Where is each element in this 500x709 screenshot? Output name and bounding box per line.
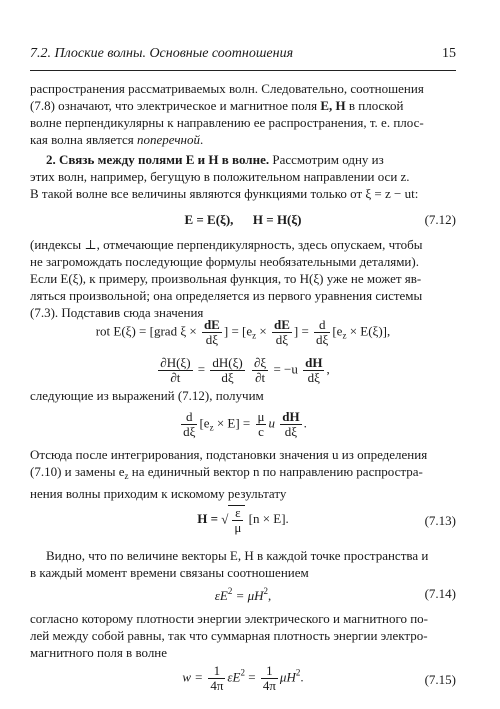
- eqC-f1-num: d: [181, 410, 197, 425]
- p3-line5: (7.3). Подставив сюда значения: [30, 305, 204, 320]
- eqC-part3: u: [268, 415, 275, 431]
- eq713-lhs: H =: [197, 510, 218, 526]
- eqA-f2-den: dξ: [275, 332, 289, 347]
- running-header: [30, 46, 456, 62]
- eqA-part2: ] = [e: [223, 323, 253, 339]
- eq715-f1-den: 4π: [210, 678, 224, 693]
- eqB-tail: ,: [326, 361, 330, 377]
- eqC-frac2: [256, 410, 267, 439]
- eqC-f3-den: dξ: [284, 424, 298, 439]
- eq713-den: μ: [234, 520, 242, 535]
- p6-line1: Видно, что по величине векторы E, H в каждой точке пространства и: [46, 548, 429, 563]
- paragraph-5: [30, 446, 456, 502]
- p3-line4: ляться произвольной; она определяется из первого уравнения системы: [30, 288, 423, 303]
- eqA-f1-den: dξ: [205, 332, 219, 347]
- eq715-rhs: μH: [279, 669, 296, 685]
- eqB-frac1: [158, 356, 192, 385]
- eq714-lhs: εE: [214, 588, 228, 603]
- section-title: 7.2. Плоские волны. Основные соотношения: [30, 46, 294, 61]
- eqA-f3-den: dξ: [316, 332, 329, 347]
- eqC-part1: [e: [199, 415, 210, 431]
- eqC-frac3: [280, 410, 301, 439]
- eq715-frac1: [208, 664, 225, 693]
- eqB-f4-num: dH: [305, 355, 323, 370]
- eq715-sup1: 2: [240, 667, 245, 678]
- p1-line4: [30, 131, 456, 148]
- equation-7-15: [30, 664, 456, 693]
- eqC-part2: × E] =: [213, 415, 251, 431]
- eqC-tail: .: [303, 415, 307, 431]
- eqB-eq2: = −u: [273, 361, 298, 377]
- eqC-f2-den: c: [258, 424, 264, 439]
- p1-line4-a: кая волна является: [30, 132, 134, 147]
- p3-line2: не загромождать последующие формулы необязательными деталями).: [30, 254, 419, 269]
- equation-rot-e: [30, 318, 456, 347]
- eqB-f1-num: ∂H(ξ): [160, 355, 191, 370]
- eq712-rhs: H = H(ξ): [252, 212, 302, 227]
- p5-line2-sub: z: [124, 471, 129, 481]
- eq715-f1-num: 1: [208, 664, 225, 679]
- eqC-f3-num: dH: [282, 409, 300, 424]
- paragraph-3: [30, 236, 456, 321]
- eqA-f3-num: d: [314, 318, 330, 333]
- p5-line2-a: (7.10) и замены e: [30, 464, 125, 479]
- p6-line2: в каждый момент времени связаны соотношением: [30, 565, 309, 580]
- eq713-num: ε: [232, 506, 243, 521]
- eqA-part1: rot E(ξ) = [grad ξ ×: [95, 323, 197, 339]
- p2-heading: 2. Связь между полями E и H в волне.: [46, 152, 270, 167]
- eq714-mid: = μH: [232, 588, 264, 603]
- eqB-f4-den: dξ: [307, 370, 320, 385]
- eqB-frac2: [210, 356, 244, 385]
- sqrt-eps-mu: √ $\frac{\varepsilon}{\mu}$: [221, 505, 245, 535]
- paragraph-6: [30, 547, 456, 581]
- eqB-f1-den: ∂t: [170, 370, 181, 385]
- p1-transverse: поперечной: [136, 132, 201, 147]
- p1-line2-c: в плоской: [348, 98, 404, 113]
- eqA-part3: ×: [256, 323, 267, 339]
- eq712-number: (7.12): [424, 212, 456, 227]
- eqA-frac2: [272, 318, 292, 347]
- eq713-frac: [232, 506, 243, 535]
- eqA-part5: [e: [332, 323, 343, 339]
- eq714-tail: ,: [268, 588, 272, 603]
- eqC-f1-den: dξ: [183, 424, 196, 439]
- p3-line3: Если E(ξ), к примеру, произвольная функция, то H(ξ) уже не может яв-: [30, 271, 422, 286]
- p1-fields-eh: E, H: [320, 98, 346, 113]
- p2-line3: В такой волне все величины являются функциями только от ξ = z − ut:: [30, 186, 419, 201]
- eqB-frac4: [303, 356, 324, 385]
- p5-line1: Отсюда после интегрирования, подстановки значения u из определения: [30, 447, 428, 462]
- eqB-eq1: =: [197, 361, 206, 377]
- p1-line2: [30, 97, 456, 114]
- eq714-sup2: 2: [263, 586, 268, 596]
- eq715-sup2: 2: [295, 667, 301, 678]
- eq715-number: (7.15): [424, 672, 456, 687]
- eqC-f2-num: μ: [257, 409, 265, 424]
- eq715-f2-num: 1: [261, 664, 278, 679]
- eq713-rhs: [n × E].: [248, 510, 289, 526]
- eqA-f1-num: dE: [203, 317, 220, 332]
- eqA-frac3: [314, 318, 330, 347]
- eqA-part6: × E(ξ)],: [346, 323, 391, 339]
- eq715-tail: .: [300, 669, 304, 685]
- eq714-number: (7.14): [424, 586, 456, 601]
- equation-dh-dt: [30, 356, 456, 385]
- eq715-frac2: [261, 664, 278, 693]
- p2-line1: [30, 151, 456, 168]
- eqA-f2-num: dE: [273, 317, 290, 332]
- equation-ez-cross-e: [30, 410, 456, 439]
- p1-line1: распространения рассматриваемых волн. Следовательно, соотношения: [30, 81, 424, 96]
- p7-line2: лей между собой равны, так что суммарная плотность энергии электро-: [30, 628, 428, 643]
- p2-line2: этих волн, например, бегущую в положительном направлении оси z.: [30, 169, 410, 184]
- p7-line1: согласно которому плотности энергии электрического и магнитного по-: [30, 611, 428, 626]
- p3-line1: (индексы ⊥, отмечающие перпендикулярность, здесь опускаем, чтобы: [30, 237, 423, 252]
- eqA-sub-z1: z: [252, 330, 257, 341]
- p1-line2-a: (7.8) означают, что электрическое и магнитное поля: [30, 98, 318, 113]
- p1-line3: волне перпендикулярны к направлению ее распространения, т. е. плос-: [30, 115, 424, 130]
- eq712-lhs: E = E(ξ),: [184, 212, 234, 227]
- eqB-frac3: [252, 356, 268, 385]
- p4-line1: следующие из выражений (7.12), получим: [30, 388, 264, 403]
- eqA-frac1: [202, 318, 222, 347]
- eq713-number: (7.13): [424, 513, 456, 528]
- eqC-frac1: [181, 410, 197, 439]
- eqB-f2-num: dH(ξ): [212, 355, 243, 370]
- eqC-sub-z: z: [209, 422, 214, 433]
- equation-7-13: [30, 505, 456, 535]
- eq715-f2-den: 4π: [262, 678, 276, 693]
- eqB-f2-den: dξ: [221, 370, 234, 385]
- page-number: 15: [442, 46, 456, 61]
- p1-line4-c: .: [200, 132, 204, 147]
- eqA-part4: ] =: [293, 323, 309, 339]
- p7-line3: магнитного поля в волне: [30, 645, 168, 660]
- equation-7-12: [30, 212, 456, 228]
- p5-line3: нения волны приходим к искомому результату: [30, 486, 287, 501]
- eq715-mid: εE: [227, 669, 241, 685]
- p2-line1-rest: Рассмотрим одну из: [272, 152, 384, 167]
- eqA-sub-z2: z: [342, 330, 347, 341]
- p5-line2-b: на единичный вектор n по направлению распростра-: [131, 464, 423, 479]
- eqB-f3-den: ∂t: [255, 370, 266, 385]
- paragraph-2: [30, 151, 456, 202]
- paragraph-1: [30, 80, 456, 148]
- eq714-sup1: 2: [227, 586, 233, 596]
- p5-line2: [30, 463, 456, 485]
- equation-7-14: [30, 586, 456, 604]
- eq715-eq: =: [245, 669, 256, 685]
- header-rule: [30, 70, 456, 71]
- paragraph-7: [30, 610, 456, 661]
- eq715-lhs: w =: [182, 669, 204, 685]
- eqB-f3-num: ∂ξ: [253, 355, 267, 370]
- paragraph-4: [30, 387, 456, 404]
